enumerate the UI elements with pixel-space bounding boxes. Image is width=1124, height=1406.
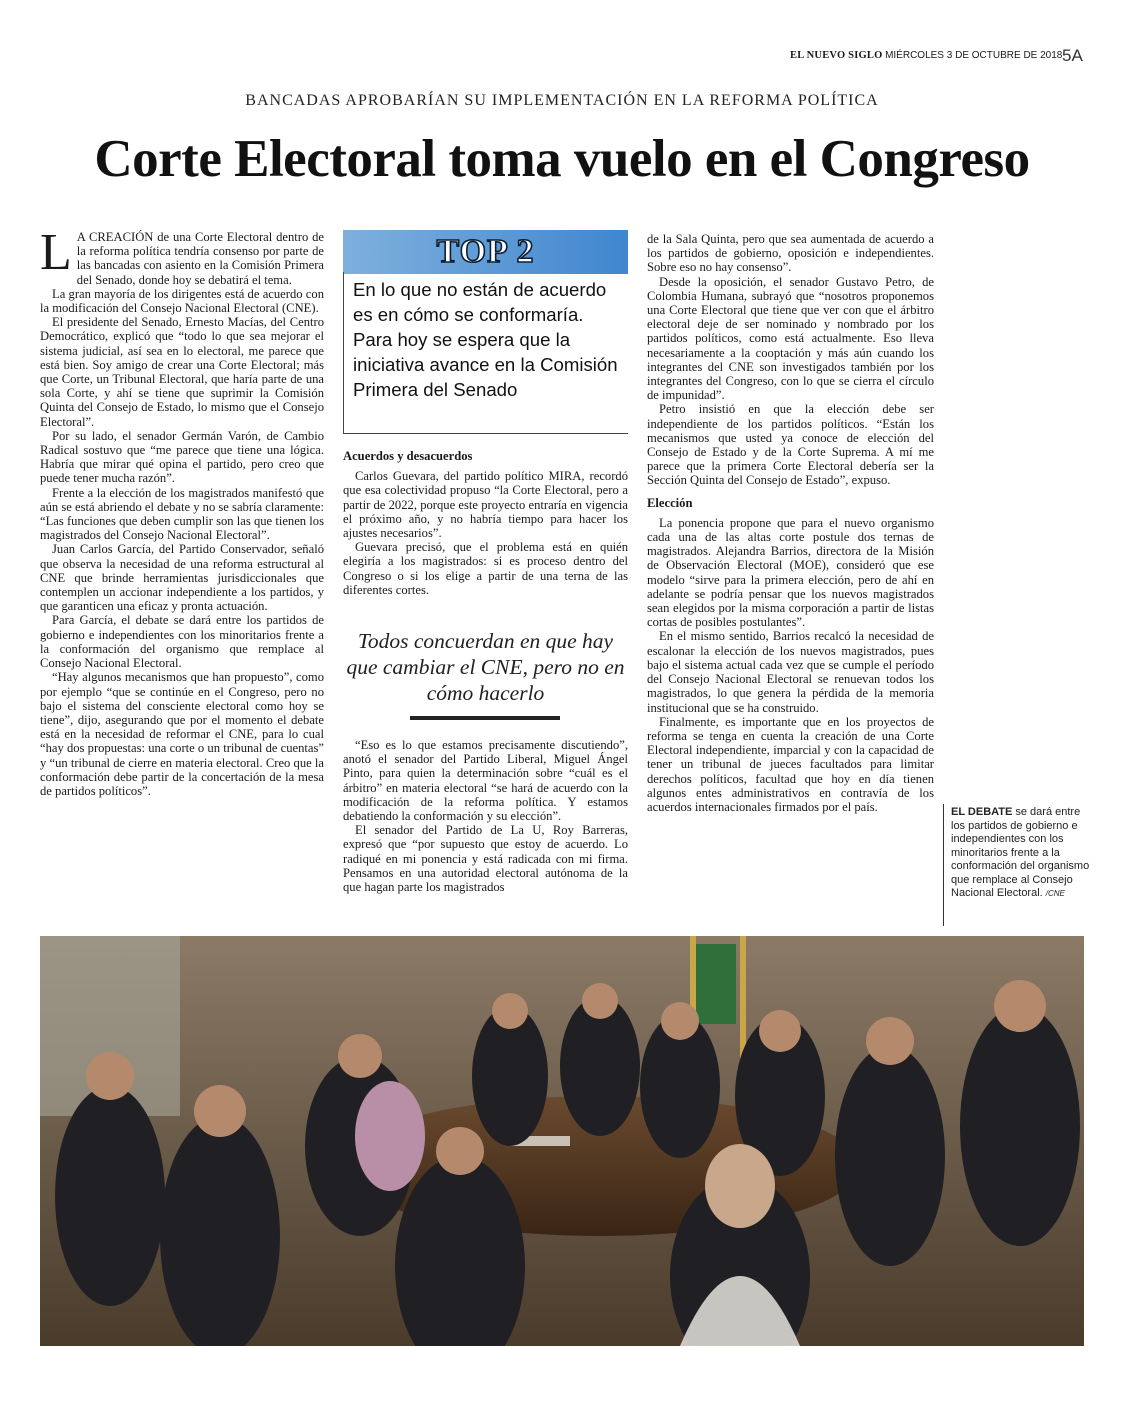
pull-quote: Todos concuerdan en que hay que cambiar el CNE, pero no en cómo hacerlo — [346, 629, 625, 705]
paragraph: Carlos Guevara, del partido político MIRA, recordó que esa colectividad propuso “la Corte Electoral, pero a partir de 2022, porque este proyecto entraría en vigencia el próximo año, y no habría tiempo para hacer los ajustes necesarios”. — [343, 469, 628, 541]
top-box-text: En lo que no están de acuerdo es en cómo se conformaría. Para hoy se espera que la iniciativa avance en la Comisión Primera del Senado — [353, 279, 618, 400]
photo-caption — [951, 806, 1093, 901]
paragraph: “Eso es lo que estamos precisamente discutiendo”, anotó el senador del Partido Liberal, Miguel Ángel Pinto, para quien la determinación sobre “cuál es el árbitro” en materia electoral “se hará de acuerdo con la modificación de la reforma política. Y estamos debatiendo la conformación y su elección”. — [343, 738, 628, 824]
paragraph: Desde la oposición, el senador Gustavo Petro, de Colombia Humana, subrayó que “nosotros proponemos una Corte Electoral que tiene que ver con que el árbitro electoral deje de ser nominado y nombrado por los partidos políticos, como está actualmente. Eso lleva necesariamente a la cooptación y más aún cuando los integrantes del CNE son investigados también por los integrantes del Congreso, con lo que se cierra el círculo de impunidad”. — [647, 274, 934, 403]
lead-caps: A CREACIÓN — [76, 230, 154, 244]
publication-name: EL NUEVO SIGLO — [790, 50, 883, 61]
paragraph: Guevara precisó, que el problema está en quién elegiría a los magistrados: si es proceso dentro del Congreso o si los elige a partir de una terna de las diferentes cortes. — [343, 540, 628, 597]
paragraph: Finalmente, es importante que en los proyectos de reforma se tenga en cuenta la creación de una Corte Electoral independiente, imparcial y con la capacidad de tener un tribunal de jueces facultados para limitar derechos políticos, facultad que hoy en día tienen algunos entes administrativos en contravía de los acuerdos internacionales firmados por el país. — [647, 714, 934, 814]
subhead: Elección — [647, 495, 693, 510]
photo-credit: /CNE — [1045, 889, 1065, 898]
meeting-photo-illustration — [40, 936, 1084, 1346]
drop-cap: L — [40, 224, 72, 281]
headline: Corte Electoral toma vuelo en el Congreso — [94, 130, 1030, 188]
subhead: Acuerdos y desacuerdos — [343, 449, 473, 463]
column-2-continued — [343, 738, 628, 894]
page-header — [790, 46, 1090, 74]
caption-lead: EL DEBATE — [951, 806, 1013, 818]
top-box-label: TOP 2 — [436, 233, 535, 270]
lead-text: de una Corte Electoral dentro de la reforma política tendría consenso por parte de las bancadas con asiento en la Comisión Primera del Senado, donde hoy se debatirá el tema. — [76, 230, 325, 287]
paragraph: El senador del Partido de La U, Roy Barreras, expresó que “por supuesto que estoy de acuerdo. Lo radiqué en mi ponencia y está radicada con mi firma. Pensamos en una autoridad electoral autónoma de la que hagan parte los magistrados — [343, 823, 628, 895]
paragraph: La gran mayoría de los dirigentes está de acuerdo con la modificación del Consejo Nacional Electoral (CNE). — [40, 286, 324, 316]
column-2 — [343, 441, 628, 597]
paragraph: “Hay algunos mecanismos que han propuesto”, como por ejemplo “que se continúe en el Congreso, pero no bajo el sistema del consciente electoral como hoy se tiene”, dijo, asegurando que por el momento el debate está en la necesidad de reformar el CNE, para lo cual “hay dos propuestas: una corte o un tribunal de cuentas” y “un tribunal de cierre en materia electoral. Creo que la conformación debe partir de la concertación de la mesa de partidos políticos”. — [40, 670, 324, 798]
paragraph: En el mismo sentido, Barrios recalcó la necesidad de escalonar la elección de los nuevos magistrados, pues bajo el sistema actual cada vez que se cumple el período del Consejo Nacional Electoral se renuevan todos los magistrados, lo que genera la pérdida de la memoria institucional que se ha construido. — [647, 629, 934, 715]
paragraph: El presidente del Senado, Ernesto Macías, del Centro Democrático, explicó que “todo lo que sea mejorar el sistema judicial, así sea en lo electoral, me parece que está bien. Soy amigo de crear una Corte Electoral; más que Corte, un Tribunal Electoral, que haría parte de una sola Corte, y ahí se tiene que suprimir la Comisión Quinta del Consejo de Estado, lo mismo que el Consejo Electoral”. — [40, 315, 324, 429]
issue-date: MIÉRCOLES 3 DE OCTUBRE DE 2018 — [885, 50, 1063, 61]
lead-paragraph — [40, 224, 325, 287]
paragraph: Por su lado, el senador Germán Varón, de Cambio Radical sostuvo que “me parece que tiene una lógica. Habría que mirar qué opina el partido, pero creo que puede tener mucha razón”. — [40, 428, 324, 486]
column-3 — [647, 232, 934, 814]
paragraph: Frente a la elección de los magistrados manifestó que aún se está abriendo el debate y no se sabría claramente: “Las funciones que deben cumplir son las que tienen los magistrados del Consejo Nacional Electoral”. — [40, 485, 324, 543]
page-number: 5A — [1062, 46, 1083, 65]
top-box-banner — [343, 230, 628, 274]
paragraph: Juan Carlos García, del Partido Conservador, señaló que observa la necesidad de una reforma estructural al CNE que brinde herramientas jurisdiccionales que contemplen un accionar independiente a los partidos, y que garanticen una eficaz y pronta actuación. — [40, 542, 324, 614]
paragraph: La ponencia propone que para el nuevo organismo cada una de las altas corte postule dos ternas de magistrados. Alejandra Barrios, directora de la Misión de Observación Electoral (MOE), consideró que ese modelo “sirve para la primera elección, pero de ahí en adelante se podría pensar que los nuevos magistrados sean elegidos por la misma corporación a partir de listas cortas de posibles postulantes”. — [647, 515, 934, 630]
meeting-photo — [40, 936, 1084, 1346]
paragraph: Petro insistió en que la elección debe ser independiente de los partidos políticos. “Están los mecanismos que usted ya conoce de elección del Consejo de Estado y de la Corte Suprema. A mí me parece que la primera Corte Electoral debería ser la Sección Quinta del Consejo de Estado”, expuso. — [647, 402, 934, 488]
column-1 — [40, 224, 325, 798]
paragraph: Para García, el debate se dará entre los partidos de gobierno e independientes con los minoritarios frente a la conformación del organismo que remplace al Consejo Nacional Electoral. — [40, 613, 324, 671]
caption-text: se dará entre los partidos de gobierno e independientes con los minoritarios frente a la conformación del organismo que remplace al Consejo Nacional Electoral. — [951, 806, 1090, 899]
paragraph: de la Sala Quinta, pero que sea aumentada de acuerdo a los partidos de gobierno, oposición e independientes. Sobre eso no hay consenso”. — [647, 232, 934, 275]
caption-rule — [943, 804, 944, 926]
kicker: BANCADAS APROBARÍAN SU IMPLEMENTACIÓN EN LA REFORMA POLÍTICA — [245, 92, 879, 109]
pull-quote-rule — [410, 716, 560, 720]
